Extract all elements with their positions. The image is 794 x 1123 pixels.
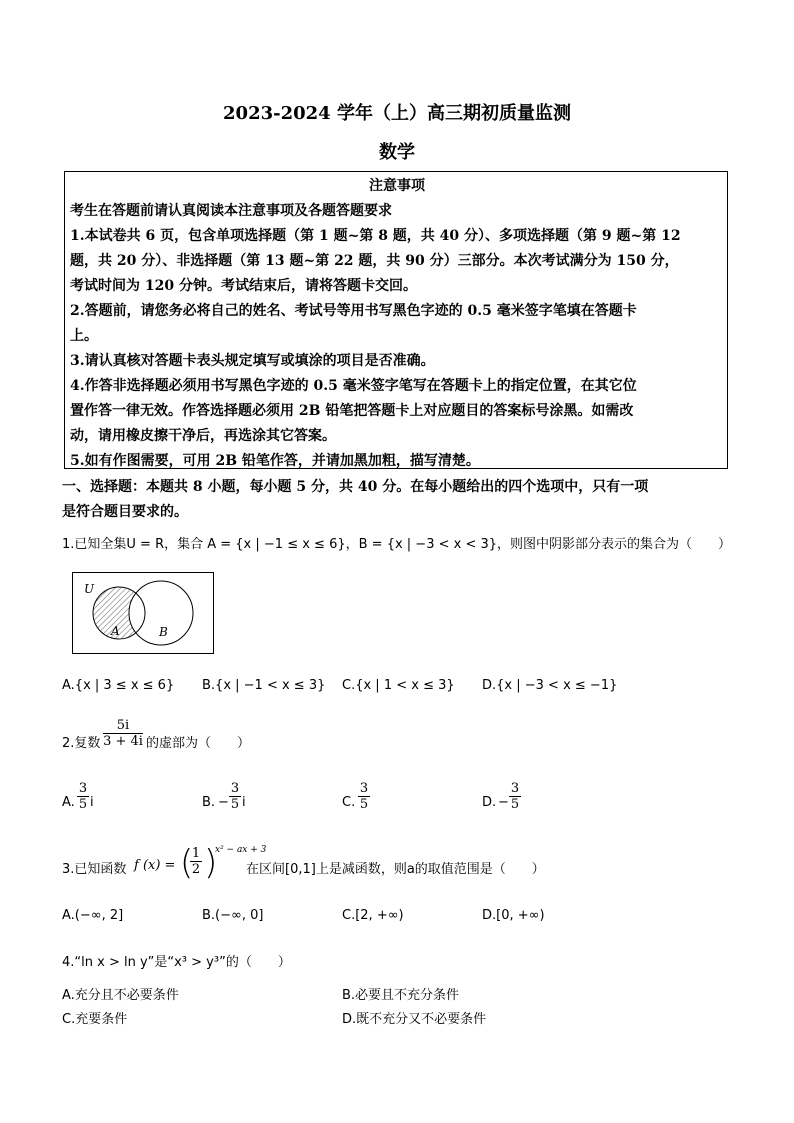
- q3-denominator: 2: [191, 862, 201, 877]
- section-heading: 一、选择题：本题共 8 小题，每小题 5 分，共 40 分。在每小题给出的四个选项中，只有一项: [62, 479, 649, 495]
- q2-option-d-label[interactable]: D.: [482, 795, 497, 810]
- q2-suffix: 的虚部为（ ）: [146, 736, 251, 751]
- q3-fraction: [190, 846, 202, 877]
- q3-function: f (x) =: [134, 858, 176, 873]
- q2-option-d-sign: −: [498, 795, 509, 810]
- q4-option-c[interactable]: C.充要条件: [62, 1012, 128, 1027]
- q2-numerator: 5i: [116, 718, 130, 733]
- notice-line: 5.如有作图需要，可用 2B 铅笔作答，并请加黑加粗，描写清楚。: [70, 453, 480, 469]
- q3-option-c[interactable]: C.[2, +∞): [342, 908, 404, 923]
- q2-option-a-tail: i: [90, 795, 94, 810]
- q2-option-a-num: 3: [78, 781, 88, 796]
- venn-diagram: [72, 572, 214, 654]
- q2-option-c-label[interactable]: C.: [342, 795, 356, 810]
- q2-option-b-tail: i: [242, 795, 246, 810]
- question-1: 1.已知全集U = R，集合 A = {x | −1 ≤ x ≤ 6}，B = {x | −3 < x < 3}，则图中阴影部分表示的集合为（ ）: [62, 537, 732, 552]
- q2-option-a-label[interactable]: A.: [62, 795, 75, 810]
- q3-numerator: 1: [191, 846, 201, 861]
- notice-line: 考试时间为 120 分钟。考试结束后，请将答题卡交回。: [70, 278, 417, 294]
- q2-option-c-den: 5: [359, 797, 369, 812]
- q3-suffix: 在区间[0,1]上是减函数，则a的取值范围是（ ）: [246, 862, 545, 877]
- q2-denominator: 3 + 4i: [103, 734, 143, 749]
- venn-svg: [73, 573, 213, 653]
- venn-label-a: A: [111, 624, 120, 638]
- notice-heading: 注意事项: [369, 178, 425, 194]
- q4-option-b[interactable]: B.必要且不充分条件: [342, 988, 460, 1003]
- q3-right-paren: ): [204, 843, 218, 883]
- q3-left-paren: (: [180, 843, 194, 883]
- q2-option-b-sign: −: [218, 795, 229, 810]
- q2-option-d-fraction: [509, 781, 521, 812]
- venn-label-b: B: [159, 625, 168, 639]
- notice-line: 置作答一律无效。作答选择题必须用 2B 铅笔把答题卡上对应题目的答案标号涂黑。如需改: [70, 403, 634, 419]
- q1-option-b[interactable]: B.{x | −1 < x ≤ 3}: [202, 678, 326, 693]
- notice-line: 1.本试卷共 6 页，包含单项选择题（第 1 题~第 8 题，共 40 分）、多项选择题（第 9 题~第 12: [70, 228, 681, 244]
- venn-label-u: U: [84, 582, 95, 596]
- q2-option-b-fraction: [229, 781, 241, 812]
- q2-option-d-den: 5: [510, 797, 520, 812]
- notice-line: 4.作答非选择题必须用书写黑色字迹的 0.5 毫米签字笔写在答题卡上的指定位置，在其它位: [70, 378, 637, 394]
- q2-prefix: 2.复数: [62, 736, 101, 751]
- q3-option-d[interactable]: D.[0, +∞): [482, 908, 545, 923]
- question-4: 4.“ln x > ln y”是“x³ > y³”的（ ）: [62, 955, 291, 970]
- q3-option-b[interactable]: B.(−∞, 0]: [202, 908, 264, 923]
- q4-option-a[interactable]: A.充分且不必要条件: [62, 988, 179, 1003]
- q1-option-a[interactable]: A.{x | 3 ≤ x ≤ 6}: [62, 678, 175, 693]
- q2-fraction: [103, 718, 143, 749]
- notice-line: 上。: [70, 328, 98, 344]
- exam-title: 2023-2024 学年（上）高三期初质量监测: [223, 103, 571, 124]
- q4-option-d[interactable]: D.既不充分又不必要条件: [342, 1012, 487, 1027]
- q1-option-c[interactable]: C.{x | 1 < x ≤ 3}: [342, 678, 455, 693]
- subject-title: 数学: [379, 142, 415, 163]
- shaded-region: [93, 581, 193, 645]
- q2-option-b-den: 5: [230, 797, 240, 812]
- notice-line: 3.请认真核对答题卡表头规定填写或填涂的项目是否准确。: [70, 353, 435, 369]
- notice-line: 考生在答题前请认真阅读本注意事项及各题答题要求: [70, 203, 392, 219]
- notice-line: 2.答题前，请您务必将自己的姓名、考试号等用书写黑色字迹的 0.5 毫米签字笔填在答题卡: [70, 303, 637, 319]
- q2-option-c-num: 3: [359, 781, 369, 796]
- q3-option-a[interactable]: A.(−∞, 2]: [62, 908, 124, 923]
- q3-exponent: x² − ax + 3: [215, 845, 267, 855]
- notice-line: 动，请用橡皮擦干净后，再选涂其它答案。: [70, 428, 336, 444]
- notice-line: 题，共 20 分）、非选择题（第 13 题~第 22 题，共 90 分）三部分。本次考试满分为 150 分，: [70, 253, 679, 269]
- q1-option-d[interactable]: D.{x | −3 < x ≤ −1}: [482, 678, 618, 693]
- q2-option-b-num: 3: [230, 781, 240, 796]
- q2-option-d-num: 3: [510, 781, 520, 796]
- section-heading-cont: 是符合题目要求的。: [62, 504, 188, 520]
- q2-option-a-fraction: [77, 781, 89, 812]
- q2-option-a-den: 5: [78, 797, 88, 812]
- q2-option-c-fraction: [358, 781, 370, 812]
- q2-option-b-label[interactable]: B.: [202, 795, 216, 810]
- q3-prefix: 3.已知函数: [62, 862, 127, 877]
